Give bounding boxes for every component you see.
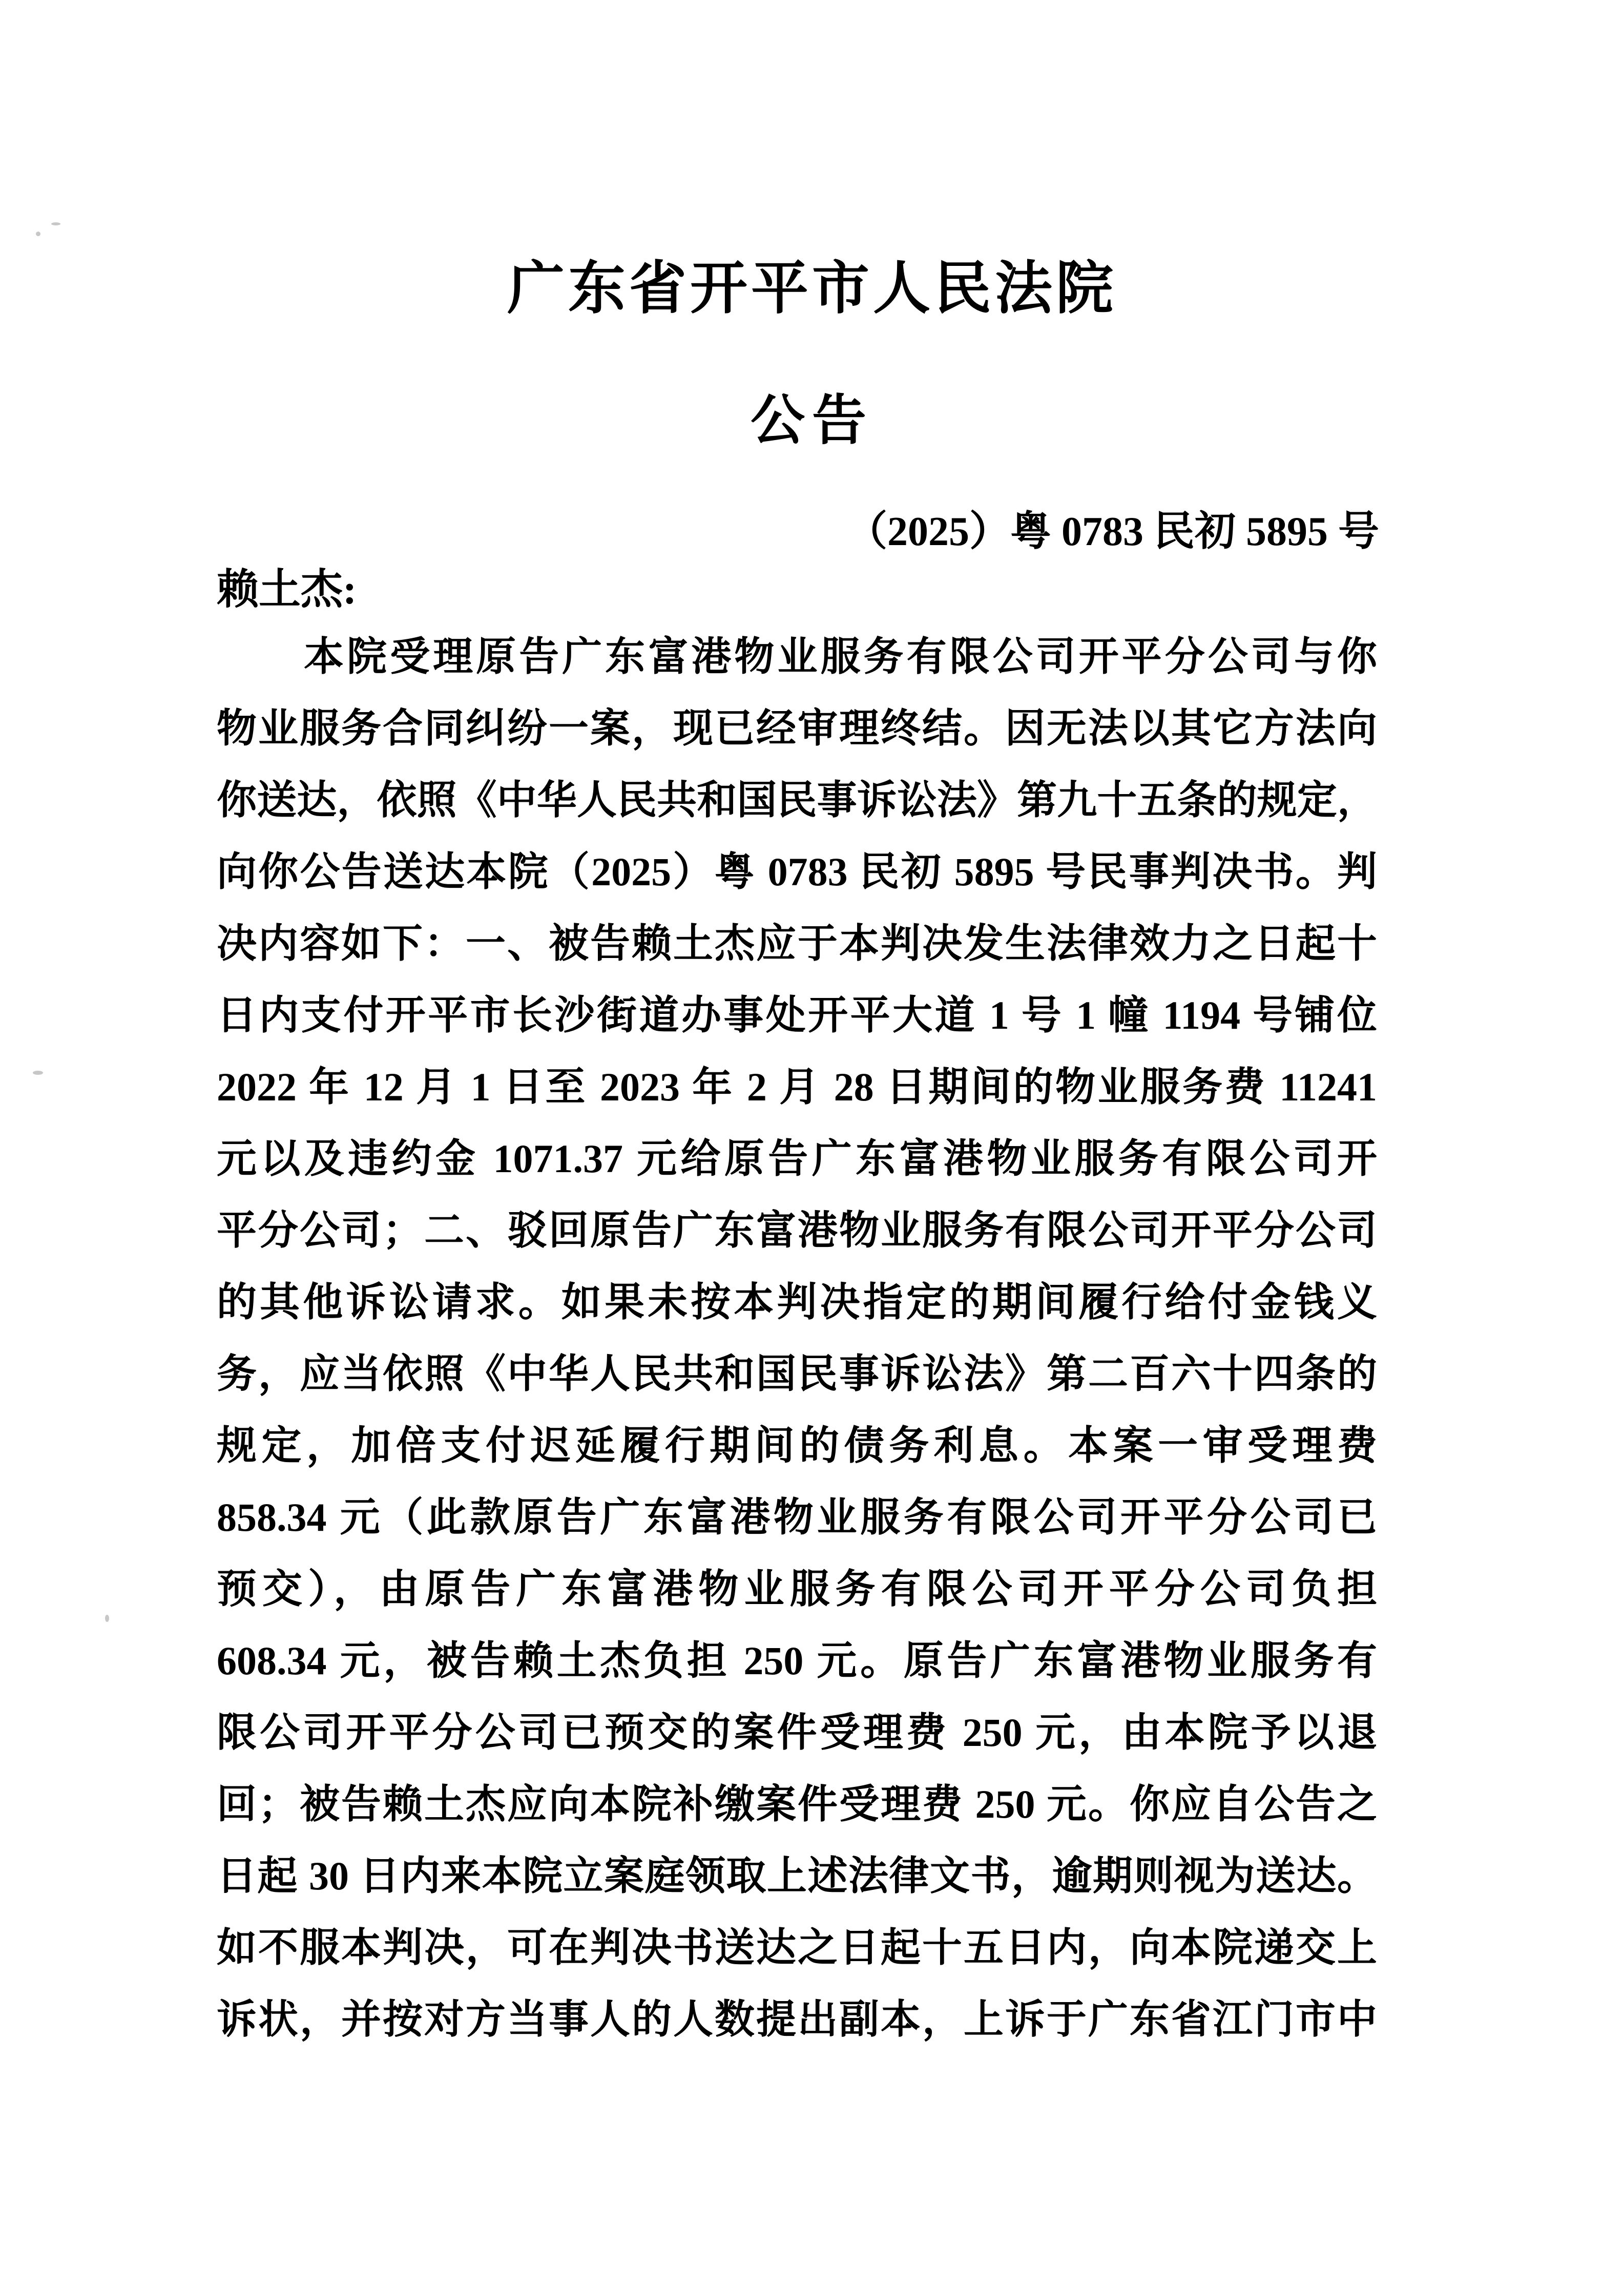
body-line: 如不服本判决，可在判决书送达之日起十五日内，向本院递交上: [217, 1925, 1377, 1970]
body-line: 决内容如下：一、被告赖土杰应于本判决发生法律效力之日起十: [217, 921, 1377, 966]
body-line: 的其他诉讼请求。如果未按本判决指定的期间履行给付金钱义: [217, 1280, 1377, 1324]
scan-artifact: [51, 222, 60, 225]
body-line: 你送达，依照《中华人民共和国民事诉讼法》第九十五条的规定，: [217, 778, 1377, 822]
court-name: 广东省开平市人民法院: [507, 257, 1117, 321]
body-line: 预交），由原告广东富港物业服务有限公司开平分公司负担: [217, 1567, 1377, 1611]
body-line: 规定，加倍支付迟延履行期间的债务利息。本案一审受理费: [217, 1423, 1377, 1468]
addressee: 赖土杰:: [217, 566, 357, 613]
body-line: 回；被告赖土杰应向本院补缴案件受理费 250 元。你应自公告之: [217, 1782, 1377, 1826]
body-line: 物业服务合同纠纷一案，现已经审理终结。因无法以其它方法向: [217, 706, 1377, 751]
body-line: 858.34 元（此款原告广东富港物业服务有限公司开平分公司已: [217, 1495, 1377, 1539]
body-line: 日起 30 日内来本院立案庭领取上述法律文书，逾期则视为送达。: [217, 1854, 1377, 1898]
scan-artifact: [105, 1615, 109, 1622]
scan-artifact: [33, 1071, 43, 1075]
body-line: 日内支付开平市长沙街道办事处开平大道 1 号 1 幢 1194 号铺位: [217, 993, 1377, 1037]
body-line: 平分公司；二、驳回原告广东富港物业服务有限公司开平分公司: [217, 1208, 1377, 1253]
body-line: 务，应当依照《中华人民共和国民事诉讼法》第二百六十四条的: [217, 1351, 1377, 1396]
body-line: 诉状，并按对方当事人的人数提出副本，上诉于广东省江门市中: [217, 1997, 1377, 2042]
case-number: （2025）粤 0783 民初 5895 号: [846, 509, 1379, 554]
body-line: 2022 年 12 月 1 日至 2023 年 2 月 28 日期间的物业服务费 11241: [217, 1065, 1377, 1109]
body-line: 本院受理原告广东富港物业服务有限公司开平分公司与你: [304, 634, 1377, 679]
body-line: 限公司开平分公司已预交的案件受理费 250 元，由本院予以退: [217, 1710, 1377, 1755]
body-text: [217, 621, 1377, 2055]
body-line: 向你公告送达本院（2025）粤 0783 民初 5895 号民事判决书。判: [217, 849, 1377, 894]
doc-title: 公告: [751, 391, 873, 451]
body-line: 元以及违约金 1071.37 元给原告广东富港物业服务有限公司开: [217, 1136, 1377, 1181]
body-line: 608.34 元，被告赖土杰负担 250 元。原告广东富港物业服务有: [217, 1638, 1377, 1683]
scan-artifact: [36, 232, 40, 236]
